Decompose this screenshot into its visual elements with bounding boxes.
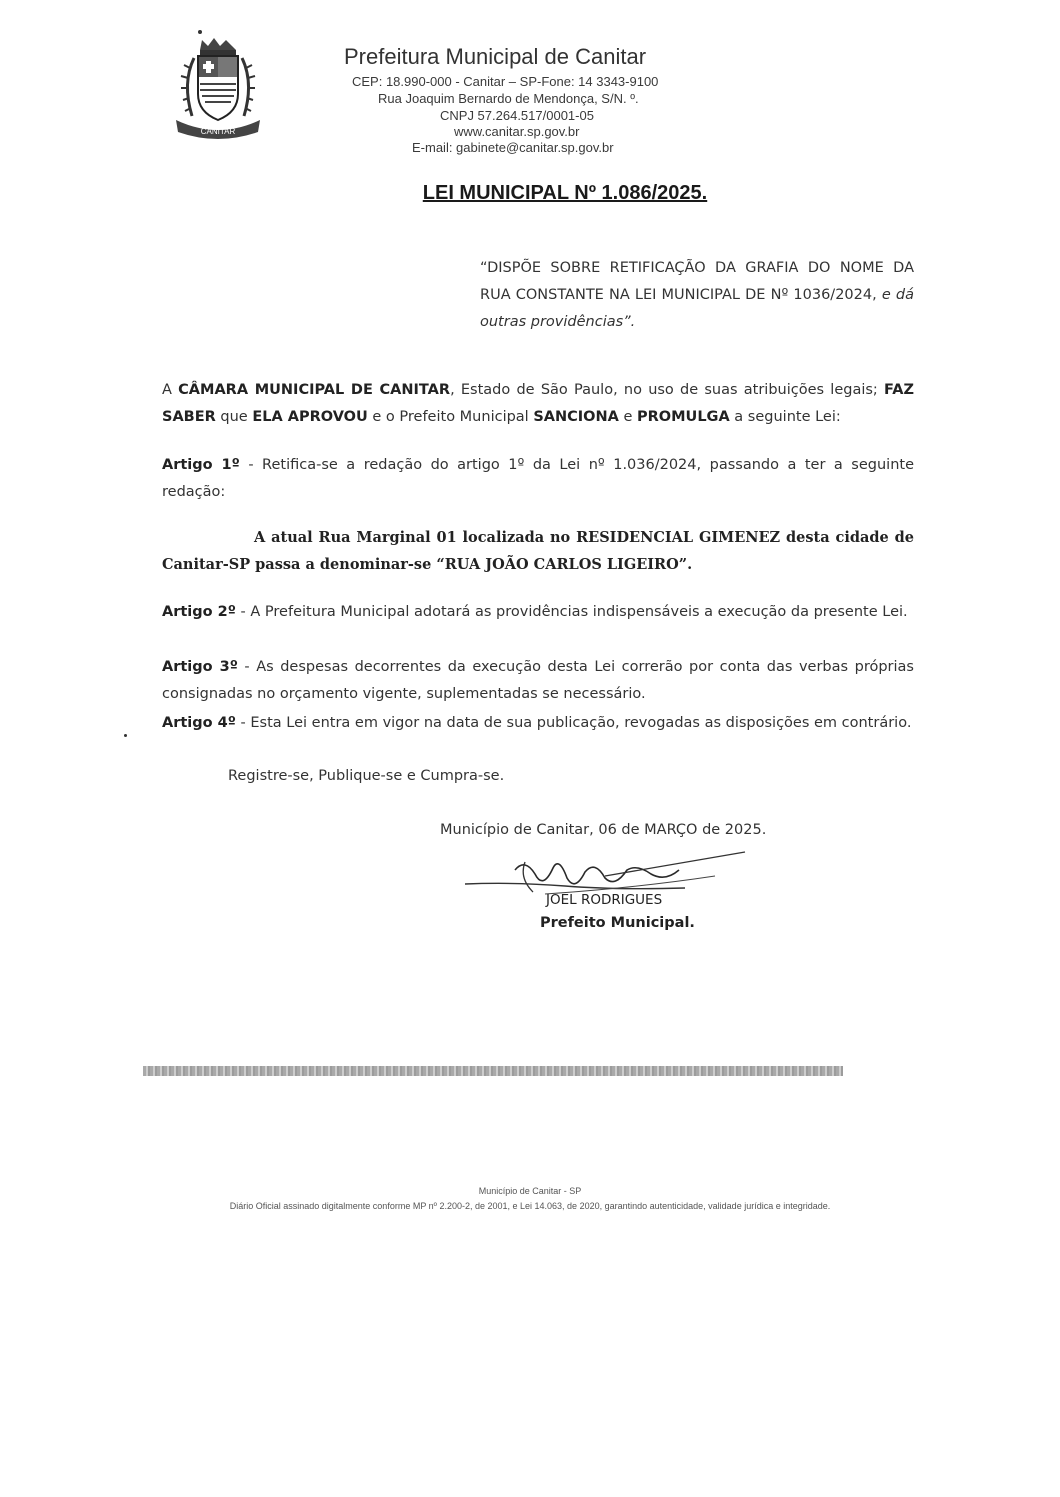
header-title: Prefeitura Municipal de Canitar xyxy=(344,44,647,69)
header-email: E-mail: gabinete@canitar.sp.gov.br xyxy=(412,140,614,155)
header-address-street: Rua Joaquim Bernardo de Mendonça, S/N. º. xyxy=(378,91,639,106)
article-4: Artigo 4º - Esta Lei entra em vigor na data de sua publicação, revogadas as disposições em contrário. xyxy=(162,715,912,731)
preamble: A CÂMARA MUNICIPAL DE CANITAR, Estado de São Paulo, no uso de suas atribuições legais; FAZ SABER que ELA APROVOU e o Prefeito Municipal SANCIONA e PROMULGA a seguinte Lei: xyxy=(162,382,915,425)
article-1: Artigo 1º - Retifica-se a redação do artigo 1º da Lei nº 1.036/2024, passando a ter a seguinte redação: xyxy=(162,457,914,500)
article-3: Artigo 3º - As despesas decorrentes da execução desta Lei correrão por conta das verbas próprias consignadas no orçamento vigente, suplementadas se necessário. xyxy=(162,659,914,702)
scan-speck xyxy=(124,734,127,737)
closing-formula: Registre-se, Publique-se e Cumpra-se. xyxy=(228,768,505,784)
footer-certification: Diário Oficial assinado digitalmente conforme MP nº 2.200-2, de 2001, e Lei 14.063, de 2020, garantindo autenticidade, validade jurídica e integridade. xyxy=(229,1201,831,1211)
municipal-coat-of-arms-icon xyxy=(168,28,268,140)
header-address-cep: CEP: 18.990-000 - Canitar – SP-Fone: 14 3343-9100 xyxy=(352,74,659,89)
article-label: Artigo 1º xyxy=(162,457,240,473)
quoted-law-text: A atual Rua Marginal 01 localizada no RESIDENCIAL GIMENEZ desta cidade de Canitar-SP passa a denominar-se “RUA JOÃO CARLOS LIGEIRO”. xyxy=(162,529,914,573)
law-title: LEI MUNICIPAL Nº 1.086/2025. xyxy=(422,182,708,204)
date-line: Município de Canitar, 06 de MARÇO de 2025. xyxy=(440,822,767,838)
ementa-italic: e dá outras providências”. xyxy=(480,287,914,330)
article-label: Artigo 2º xyxy=(162,604,236,620)
article-2: Artigo 2º - A Prefeitura Municipal adotará as providências indispensáveis a execução da presente Lei. xyxy=(162,604,908,620)
header-cnpj: CNPJ 57.264.517/0001-05 xyxy=(440,108,594,123)
signatory-role: Prefeito Municipal. xyxy=(540,915,695,931)
article-label: Artigo 3º xyxy=(162,659,238,675)
ementa xyxy=(480,255,914,336)
header-website: www.canitar.sp.gov.br xyxy=(454,124,580,139)
svg-text:CANITAR: CANITAR xyxy=(200,127,236,136)
page-divider xyxy=(143,1066,843,1076)
article-label: Artigo 4º xyxy=(162,715,236,731)
ementa-main: “DISPÕE SOBRE RETIFICAÇÃO DA GRAFIA DO NOME DA RUA CONSTANTE NA LEI MUNICIPAL DE Nº 1036/2024, xyxy=(480,260,914,303)
footer-municipality: Município de Canitar - SP xyxy=(478,1186,582,1196)
signatory-name: JOEL RODRIGUES xyxy=(546,892,663,908)
